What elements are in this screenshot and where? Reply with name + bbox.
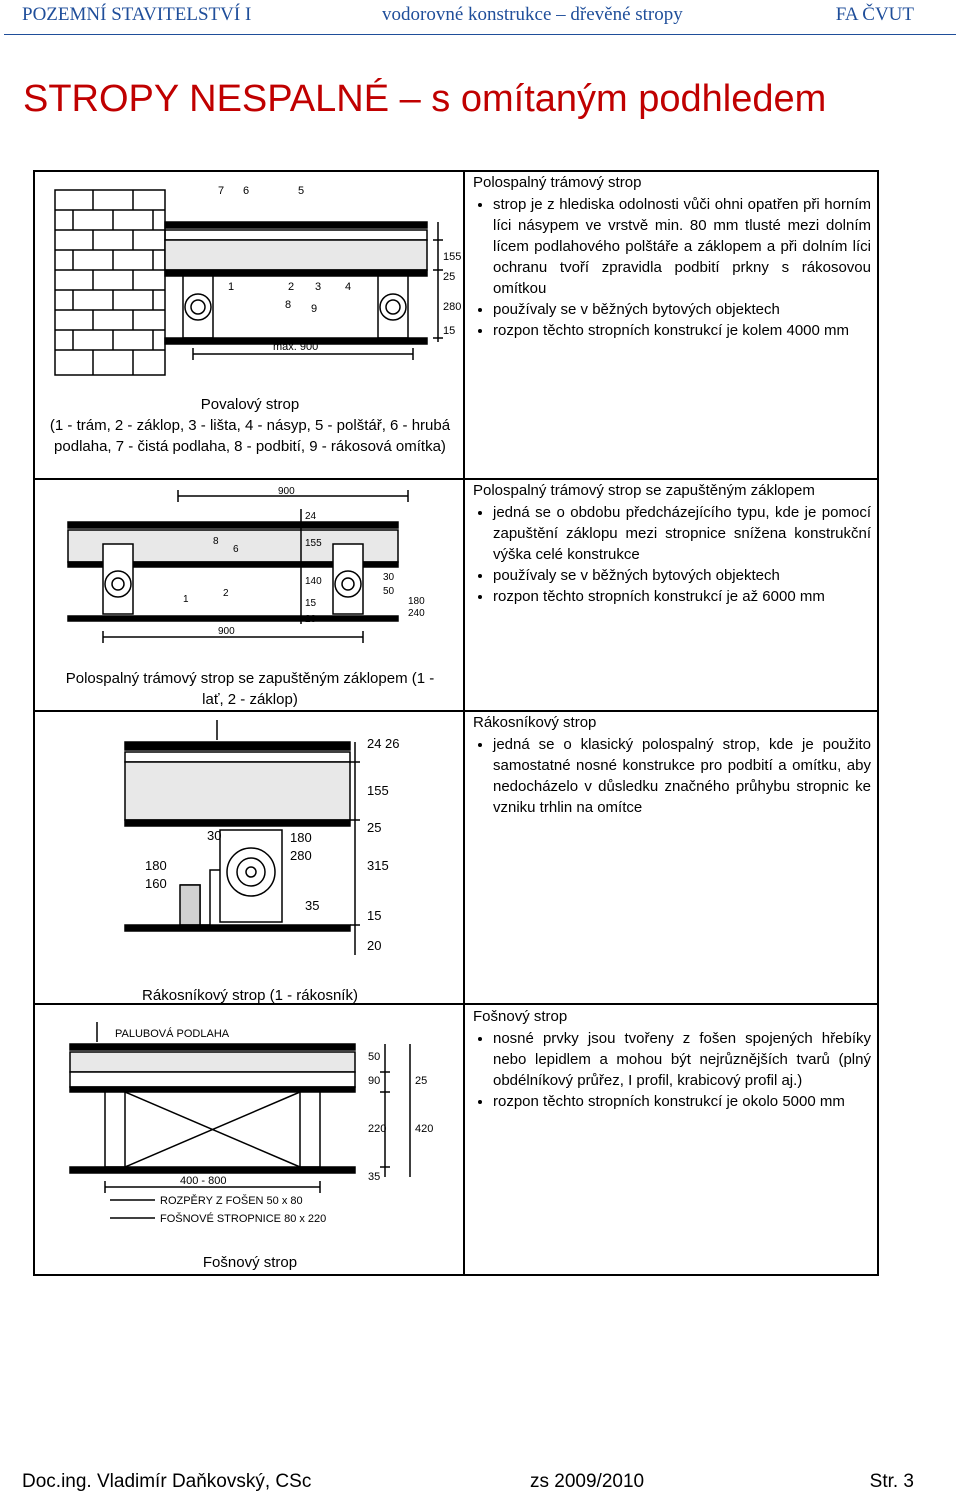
bullet-item: • používaly se v běžných bytových objektech [493,299,871,320]
drawing-label: 20 [305,614,317,625]
bullet-item: • rozpon těchto stropních konstrukcí je okolo 5000 mm [493,1091,871,1112]
drawing-label: 8 [213,536,219,547]
bullet-list [473,502,871,607]
figure-caption: Fošnový strop [202,1254,298,1271]
section-beam-ceiling [473,172,871,341]
reed-ceiling-drawing [105,720,445,970]
bullet-item: • rozpon těchto stropních konstrukcí je až 6000 mm [493,586,871,607]
drawing-label: 1 [228,281,235,293]
drawing-label: 180 [145,858,167,873]
section-reed-ceiling [473,712,871,818]
drawing-label: 25 [367,820,382,835]
drawing-label: 6 [233,544,239,555]
footer-page-number: Str. 3 [869,1471,914,1492]
drawing-label: 30 [207,828,222,843]
footer-term: zs 2009/2010 [530,1471,645,1492]
content-table [33,170,879,1276]
sunk-deck-ceiling-drawing [63,484,458,654]
drawing-label: 35 [305,898,320,913]
drawing-label: 4 [345,281,352,293]
drawing-label: 25 [443,271,456,283]
drawing-label: 160 [145,876,167,891]
bullet-list [473,734,871,818]
bullet-item: • nosné prvky jsou tvořeny z fošen spojených hřebíky nebo lepidlem a mohou být nejrůznějších tvarů (plný obdélníkový průřez, I profil, krabicový profil aj.) [493,1028,871,1091]
drawing-label: 180 [290,830,312,845]
drawing-label: 50 [368,1051,381,1063]
drawing-label: 6 [243,185,250,197]
figure-caption: Polospalný trámový strop se zapuštěným záklopem (1 - lať, 2 - záklop) [65,670,435,708]
bullet-item: • rozpon těchto stropních konstrukcí je kolem 4000 mm [493,320,871,341]
section-heading: Rákosníkový strop [473,714,597,731]
drawing-label: 90 [368,1075,381,1087]
drawing-label: 240 [408,608,425,619]
header-topic: vodorovné konstrukce – dřevěné stropy [382,4,683,25]
drawing-label: 280 [290,848,312,863]
drawing-label: ROZPĚRY Z FOŠEN 50 x 80 [160,1195,303,1207]
header-course: POZEMNÍ STAVITELSTVÍ I [22,4,252,25]
bullet-item: • strop je z hlediska odolnosti vůči ohni opatřen při horním líci násypem ve vrstvě min. 80 mm tlusté mezi dolním lícem podlahového polštáře a záklopem a při dolním líci ochranu tvoří zpravidla podbití prkny s rákosovou omítkou [493,194,871,299]
drawing-label: 900 [278,486,295,497]
header-rule [4,34,956,35]
drawing-label: 1 [183,594,189,605]
drawing-label: 220 [368,1123,387,1135]
header-faculty: FA ČVUT [835,4,914,25]
bullet-item: • používaly se v běžných bytových objektech [493,565,871,586]
drawing-label: 35 [368,1171,381,1183]
drawing-label: 9 [311,303,318,315]
section-plank-ceiling [473,1006,871,1112]
figure-caption: Rákosníkový strop (1 - rákosník) [142,987,358,1004]
plank-ceiling-drawing [65,1012,460,1252]
drawing-label: 155 [443,251,462,263]
drawing-label: FOŠNOVÉ STROPNICE 80 x 220 [160,1213,327,1225]
drawing-label: 280 [443,301,462,313]
drawing-label: 24 [305,511,317,522]
page-title: STROPY NESPALNÉ – s omítaným podhledem [23,78,827,120]
drawing-label: 420 [415,1123,434,1135]
drawing-label: 8 [285,299,292,311]
drawing-label: 20 [367,938,382,953]
drawing-label: 3 [315,281,322,293]
drawing-label: 50 [383,586,395,597]
section-heading: Polospalný trámový strop [473,174,642,191]
caption-body: (1 - trám, 2 - záklop, 3 - lišta, 4 - násyp, 5 - polštář, 6 - hrubá podlaha, 7 - čistá podlaha, 8 - podbití, 9 - rákosová omítka) [49,417,451,455]
drawing-label: 24 [367,736,382,751]
section-sunk-deck-ceiling [473,480,871,607]
bullet-list [473,1028,871,1112]
beam-ceiling-drawing [53,182,462,382]
footer-author: Doc.ing. Vladimír Daňkovský, CSc [22,1471,312,1492]
page-header [22,4,914,30]
drawing-label: 315 [367,858,389,873]
drawing-label: max. 900 [273,341,319,353]
drawing-label: 7 [218,185,225,197]
drawing-label: 400 - 800 [180,1175,227,1187]
drawing-label: 155 [305,538,322,549]
drawing-label: 25 [415,1075,428,1087]
drawing-label: 30 [383,572,395,583]
drawing-label: 155 [367,783,389,798]
drawing-label: 15 [305,598,317,609]
drawing-label: 15 [443,325,456,337]
bullet-list [473,194,871,341]
drawing-label: 180 [408,596,425,607]
drawing-label: 900 [218,626,235,637]
bullet-item: • jedná se o obdobu předcházejícího typu, kde je pomocí zapuštění záklopu mezi stropnice snížena konstrukční výška celé konstrukce [493,502,871,565]
drawing-label: 2 [288,281,295,293]
drawing-label: 140 [305,576,322,587]
bullet-item: • jedná se o klasický polospalný strop, kde je použito samostatné nosné konstrukce pro podbití a omítku, aby nedocházelo v důsledku značného průhybu stropnic ke vzniku trhlin na omítce [493,734,871,818]
caption-title: Povalový strop [200,396,300,413]
table-column-divider [463,172,465,1274]
drawing-label: PALUBOVÁ PODLAHA [115,1028,230,1040]
section-heading: Fošnový strop [473,1008,568,1025]
drawing-label: 15 [367,908,382,923]
drawing-label: 26 [385,736,400,751]
figure-caption [45,394,455,457]
drawing-label: 2 [223,588,229,599]
drawing-label: 5 [298,185,305,197]
section-heading: Polospalný trámový strop se zapuštěným záklopem [473,482,815,499]
